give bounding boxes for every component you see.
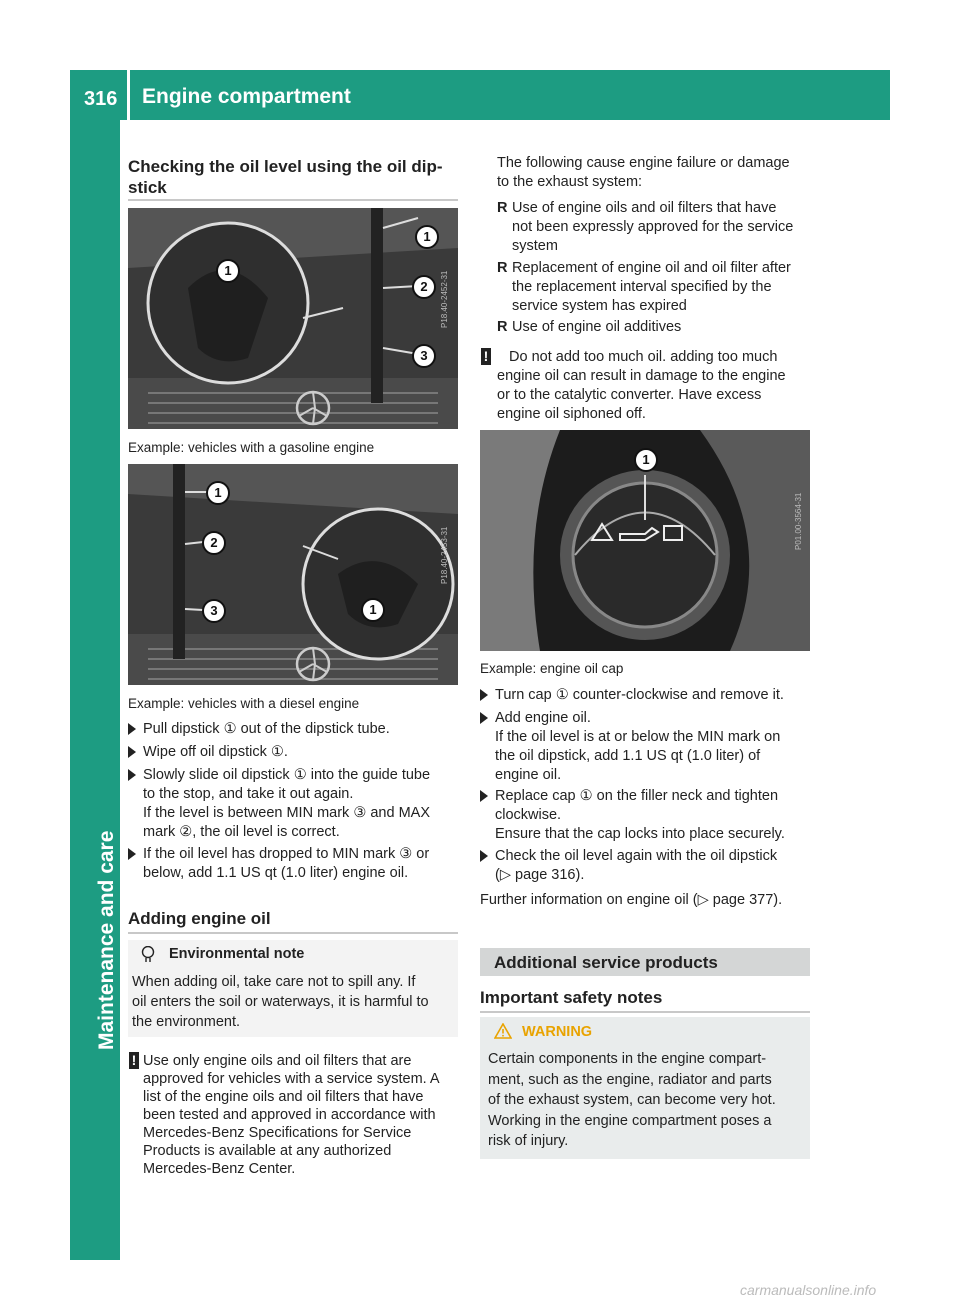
warning-box <box>480 1017 810 1159</box>
divider <box>128 199 458 201</box>
divider <box>128 932 458 934</box>
bullet-icon: R <box>497 319 508 335</box>
arrow-icon <box>128 723 136 735</box>
engine-illustration <box>128 208 458 429</box>
bullet-item: R Replacement of engine oil and oil filter after the replacement interval specified by the service system has expired <box>497 260 791 314</box>
instruction-step: If the oil level has dropped to MIN mark ③ or below, add 1.1 US qt (1.0 liter) engine oil. <box>128 845 463 883</box>
photo-caption: Example: engine oil cap <box>480 661 624 676</box>
heading-line: Checking the oil level using the oil dip- <box>128 157 443 176</box>
arrow-icon <box>480 689 488 701</box>
image-code: P18.40-2453-31 <box>440 526 449 584</box>
page-title: Engine compartment <box>142 85 351 108</box>
callout-3: 3 <box>412 344 436 368</box>
warning-title: WARNING <box>522 1024 593 1040</box>
arrow-icon <box>128 746 136 758</box>
section-heading-service-products: Additional service products <box>494 953 718 972</box>
warning-body: Certain components in the engine compart- ment, such as the engine, radiator and parts of the exhaust system, can become very hot. Working in the engine compartment poses a risk of injury. <box>488 1051 776 1149</box>
image-code: P18.40-2452-31 <box>440 270 449 328</box>
section-heading-dipstick <box>128 156 443 198</box>
image-code: P01.00-3564-31 <box>794 492 803 550</box>
callout-1: 1 <box>415 225 439 249</box>
instruction-step: Wipe off oil dipstick ①. <box>128 743 463 762</box>
callout-3: 3 <box>202 599 226 623</box>
instruction-step: Replace cap ① on the filler neck and tighten clockwise. Ensure that the cap locks into place securely. <box>480 787 815 844</box>
exclamation-icon: ! <box>129 1052 139 1069</box>
callout-1: 1 <box>361 598 385 622</box>
engine-illustration <box>128 464 458 685</box>
callout-1: 1 <box>216 259 240 283</box>
section-heading-adding-oil: Adding engine oil <box>128 909 271 928</box>
exclamation-icon: ! <box>481 348 491 365</box>
photo-diesel-engine <box>128 464 458 685</box>
footer-watermark: carmanualsonline.info <box>740 1282 877 1298</box>
intro-text: The following cause engine failure or damage to the exhaust system: <box>497 155 790 190</box>
bullet-icon: R <box>497 200 508 216</box>
arrow-icon <box>480 712 488 724</box>
note-body: When adding oil, take care not to spill any. If oil enters the soil or waterways, it is harmful to the environment. <box>132 974 429 1030</box>
bullet-icon: R <box>497 260 508 276</box>
arrow-icon <box>128 769 136 781</box>
instruction-step: Pull dipstick ① out of the dipstick tube. <box>128 720 463 739</box>
photo-oil-cap <box>480 430 810 651</box>
callout-1: 1 <box>634 448 658 472</box>
divider <box>480 1011 810 1013</box>
sidebar-label: Maintenance and care <box>95 830 118 1050</box>
environmental-note <box>128 940 458 1037</box>
bullet-item: R Use of engine oils and oil filters that have not been expressly approved for the service system <box>497 200 794 254</box>
photo-caption: Example: vehicles with a diesel engine <box>128 696 360 711</box>
bullet-item: R Use of engine oil additives <box>497 319 682 335</box>
page-number: 316 <box>84 88 118 110</box>
section-heading-safety: Important safety notes <box>480 988 663 1007</box>
arrow-icon <box>480 850 488 862</box>
photo-caption: Example: vehicles with a gasoline engine <box>128 440 375 455</box>
important-note: Use only engine oils and oil filters that are approved for vehicles with a service system. A list of the engine oils and oil filters that have been tested and approved in accordance with Mercedes-Benz Specifications for Service Products is available at any authorized Mercedes-Benz Center. <box>143 1053 440 1177</box>
arrow-icon <box>128 848 136 860</box>
instruction-step: Check the oil level again with the oil dipstick (▷ page 316). <box>480 847 815 885</box>
callout-2: 2 <box>202 531 226 555</box>
arrow-icon <box>480 790 488 802</box>
lightbulb-icon <box>140 946 156 964</box>
sidebar-bar <box>70 120 120 1260</box>
caution-note: Do not add too much oil. adding too much engine oil can result in damage to the engine or to the catalytic converter. Have excess engine oil siphoned off. <box>497 349 786 422</box>
note-title: Environmental note <box>169 946 305 962</box>
warning-triangle-icon <box>494 1023 512 1039</box>
further-info: Further information on engine oil (▷ page 377). <box>480 892 783 908</box>
callout-1: 1 <box>206 481 230 505</box>
callout-2: 2 <box>412 275 436 299</box>
instruction-step: Add engine oil. If the oil level is at or below the MIN mark on the oil dipstick, add 1.1 US qt (1.0 liter) of engine oil. <box>480 709 815 785</box>
instruction-step: Turn cap ① counter-clockwise and remove it. <box>480 686 815 705</box>
photo-gasoline-engine <box>128 208 458 429</box>
instruction-step: Slowly slide oil dipstick ① into the guide tube to the stop, and take it out again. If the level is between MIN mark ③ and MAX mark ②, the oil level is correct. <box>128 766 463 842</box>
heading-line: stick <box>128 178 167 197</box>
header-divider <box>127 70 130 120</box>
